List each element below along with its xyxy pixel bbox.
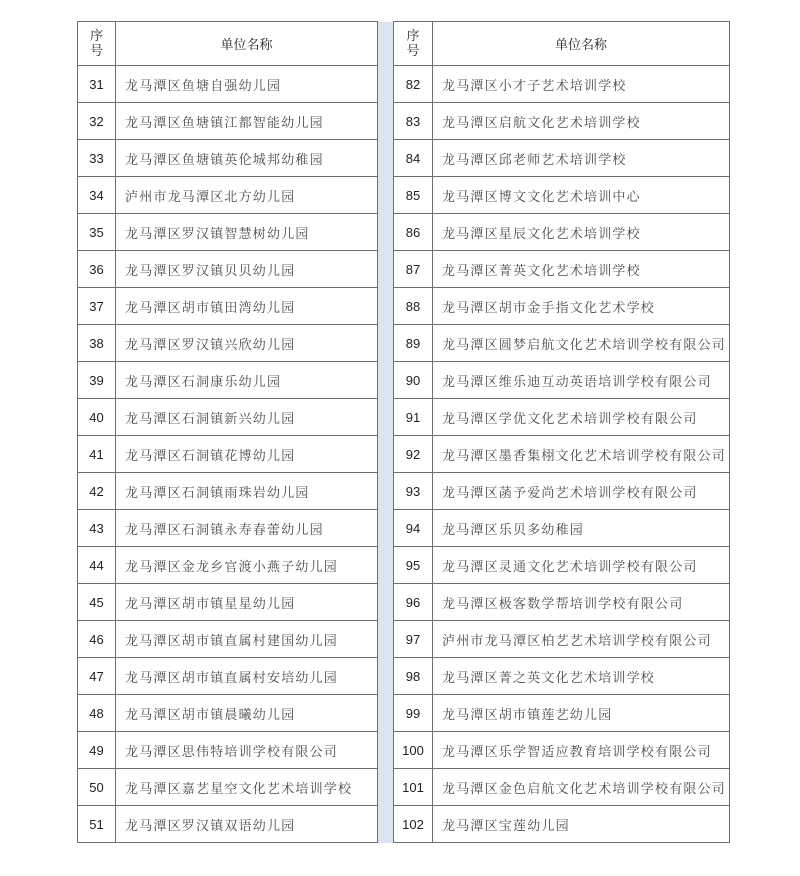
left-seq-cell: 38 — [78, 325, 116, 362]
right-name-cell: 龙马潭区胡市镇莲艺幼儿园 — [433, 695, 730, 732]
right-seq-cell: 97 — [394, 621, 433, 658]
right-name-cell: 龙马潭区胡市金手指文化艺术学校 — [433, 288, 730, 325]
column-divider — [378, 584, 394, 621]
column-divider — [378, 732, 394, 769]
column-divider — [378, 251, 394, 288]
right-seq-cell: 101 — [394, 769, 433, 806]
column-divider — [378, 214, 394, 251]
column-divider — [378, 473, 394, 510]
column-divider — [378, 510, 394, 547]
seq-header-right: 序 号 — [394, 22, 433, 66]
left-name-cell: 龙马潭区鱼塘镇江都智能幼儿园 — [116, 103, 378, 140]
right-name-cell: 龙马潭区星辰文化艺术培训学校 — [433, 214, 730, 251]
left-seq-cell: 40 — [78, 399, 116, 436]
right-name-cell: 龙马潭区维乐迪互动英语培训学校有限公司 — [433, 362, 730, 399]
table-row — [78, 66, 730, 103]
left-seq-cell: 50 — [78, 769, 116, 806]
left-seq-cell: 33 — [78, 140, 116, 177]
column-divider — [378, 140, 394, 177]
left-seq-cell: 45 — [78, 584, 116, 621]
left-seq-cell: 48 — [78, 695, 116, 732]
left-seq-cell: 34 — [78, 177, 116, 214]
right-seq-cell: 89 — [394, 325, 433, 362]
column-divider — [378, 547, 394, 584]
table-row — [78, 436, 730, 473]
right-name-cell: 龙马潭区启航文化艺术培训学校 — [433, 103, 730, 140]
left-seq-cell: 49 — [78, 732, 116, 769]
right-name-cell: 龙马潭区宝莲幼儿园 — [433, 806, 730, 843]
table-row — [78, 288, 730, 325]
right-seq-cell: 95 — [394, 547, 433, 584]
right-name-cell: 泸州市龙马潭区柏艺艺术培训学校有限公司 — [433, 621, 730, 658]
right-name-cell: 龙马潭区灵通文化艺术培训学校有限公司 — [433, 547, 730, 584]
right-seq-cell: 91 — [394, 399, 433, 436]
right-name-cell: 龙马潭区极客数学帮培训学校有限公司 — [433, 584, 730, 621]
right-seq-cell: 96 — [394, 584, 433, 621]
left-name-cell: 泸州市龙马潭区北方幼儿园 — [116, 177, 378, 214]
left-name-cell: 龙马潭区罗汉镇智慧树幼儿园 — [116, 214, 378, 251]
column-divider — [378, 695, 394, 732]
left-seq-cell: 43 — [78, 510, 116, 547]
left-seq-cell: 41 — [78, 436, 116, 473]
left-name-cell: 龙马潭区鱼塘镇英伦城邦幼稚园 — [116, 140, 378, 177]
left-name-cell: 龙马潭区胡市镇直属村建国幼儿园 — [116, 621, 378, 658]
left-name-cell: 龙马潭区嘉艺星空文化艺术培训学校 — [116, 769, 378, 806]
column-divider — [378, 769, 394, 806]
seq-header-left: 序 号 — [78, 22, 116, 66]
right-name-cell: 龙马潭区菡予爱尚艺术培训学校有限公司 — [433, 473, 730, 510]
column-divider — [378, 658, 394, 695]
right-seq-cell: 88 — [394, 288, 433, 325]
table-row — [78, 251, 730, 288]
name-header-left: 单位名称 — [116, 22, 378, 66]
column-divider — [378, 621, 394, 658]
left-seq-cell: 31 — [78, 66, 116, 103]
column-divider — [378, 806, 394, 843]
left-seq-cell: 35 — [78, 214, 116, 251]
table-row — [78, 510, 730, 547]
left-name-cell: 龙马潭区罗汉镇贝贝幼儿园 — [116, 251, 378, 288]
column-divider — [378, 436, 394, 473]
table-row — [78, 658, 730, 695]
column-divider — [378, 399, 394, 436]
left-name-cell: 龙马潭区罗汉镇双语幼儿园 — [116, 806, 378, 843]
table-row — [78, 214, 730, 251]
left-name-cell: 龙马潭区石洞康乐幼儿园 — [116, 362, 378, 399]
right-seq-cell: 87 — [394, 251, 433, 288]
column-divider — [378, 362, 394, 399]
column-divider — [378, 177, 394, 214]
left-seq-cell: 46 — [78, 621, 116, 658]
right-seq-cell: 98 — [394, 658, 433, 695]
right-name-cell: 龙马潭区博文文化艺术培训中心 — [433, 177, 730, 214]
table-row — [78, 177, 730, 214]
left-seq-cell: 42 — [78, 473, 116, 510]
table-row — [78, 103, 730, 140]
left-name-cell: 龙马潭区石洞镇永寿春蕾幼儿园 — [116, 510, 378, 547]
column-divider — [378, 288, 394, 325]
right-name-cell: 龙马潭区菁英文化艺术培训学校 — [433, 251, 730, 288]
right-name-cell: 龙马潭区菁之英文化艺术培训学校 — [433, 658, 730, 695]
left-name-cell: 龙马潭区金龙乡官渡小燕子幼儿园 — [116, 547, 378, 584]
table-row — [78, 769, 730, 806]
right-seq-cell: 84 — [394, 140, 433, 177]
table-row — [78, 584, 730, 621]
left-name-cell: 龙马潭区石洞镇新兴幼儿园 — [116, 399, 378, 436]
left-name-cell: 龙马潭区胡市镇田湾幼儿园 — [116, 288, 378, 325]
table-row — [78, 399, 730, 436]
name-header-right: 单位名称 — [433, 22, 730, 66]
right-name-cell: 龙马潭区墨香集栩文化艺术培训学校有限公司 — [433, 436, 730, 473]
right-seq-cell: 86 — [394, 214, 433, 251]
right-name-cell: 龙马潭区乐学智适应教育培训学校有限公司 — [433, 732, 730, 769]
left-name-cell: 龙马潭区胡市镇直属村安培幼儿园 — [116, 658, 378, 695]
right-seq-cell: 90 — [394, 362, 433, 399]
left-seq-cell: 51 — [78, 806, 116, 843]
left-name-cell: 龙马潭区胡市镇晨曦幼儿园 — [116, 695, 378, 732]
column-divider — [378, 325, 394, 362]
right-name-cell: 龙马潭区邱老师艺术培训学校 — [433, 140, 730, 177]
units-table — [77, 21, 730, 843]
table-header-row — [78, 22, 730, 66]
right-name-cell: 龙马潭区乐贝多幼稚园 — [433, 510, 730, 547]
right-name-cell: 龙马潭区学优文化艺术培训学校有限公司 — [433, 399, 730, 436]
right-seq-cell: 83 — [394, 103, 433, 140]
table-row — [78, 621, 730, 658]
right-name-cell: 龙马潭区小才子艺术培训学校 — [433, 66, 730, 103]
right-seq-cell: 85 — [394, 177, 433, 214]
table-row — [78, 695, 730, 732]
right-name-cell: 龙马潭区金色启航文化艺术培训学校有限公司 — [433, 769, 730, 806]
left-name-cell: 龙马潭区鱼塘自强幼儿园 — [116, 66, 378, 103]
left-name-cell: 龙马潭区思伟特培训学校有限公司 — [116, 732, 378, 769]
table-row — [78, 547, 730, 584]
left-name-cell: 龙马潭区石洞镇花博幼儿园 — [116, 436, 378, 473]
left-seq-cell: 47 — [78, 658, 116, 695]
column-divider — [378, 22, 394, 66]
left-seq-cell: 32 — [78, 103, 116, 140]
right-seq-cell: 102 — [394, 806, 433, 843]
right-seq-cell: 99 — [394, 695, 433, 732]
right-seq-cell: 82 — [394, 66, 433, 103]
right-seq-cell: 92 — [394, 436, 433, 473]
right-seq-cell: 100 — [394, 732, 433, 769]
left-name-cell: 龙马潭区石洞镇雨珠岩幼儿园 — [116, 473, 378, 510]
table-row — [78, 362, 730, 399]
table-row — [78, 325, 730, 362]
table-row — [78, 806, 730, 843]
left-seq-cell: 39 — [78, 362, 116, 399]
column-divider — [378, 103, 394, 140]
left-seq-cell: 36 — [78, 251, 116, 288]
left-seq-cell: 44 — [78, 547, 116, 584]
right-seq-cell: 93 — [394, 473, 433, 510]
table-row — [78, 473, 730, 510]
left-name-cell: 龙马潭区胡市镇星星幼儿园 — [116, 584, 378, 621]
column-divider — [378, 66, 394, 103]
table-row — [78, 732, 730, 769]
left-name-cell: 龙马潭区罗汉镇兴欣幼儿园 — [116, 325, 378, 362]
table-row — [78, 140, 730, 177]
right-seq-cell: 94 — [394, 510, 433, 547]
left-seq-cell: 37 — [78, 288, 116, 325]
right-name-cell: 龙马潭区圆梦启航文化艺术培训学校有限公司 — [433, 325, 730, 362]
